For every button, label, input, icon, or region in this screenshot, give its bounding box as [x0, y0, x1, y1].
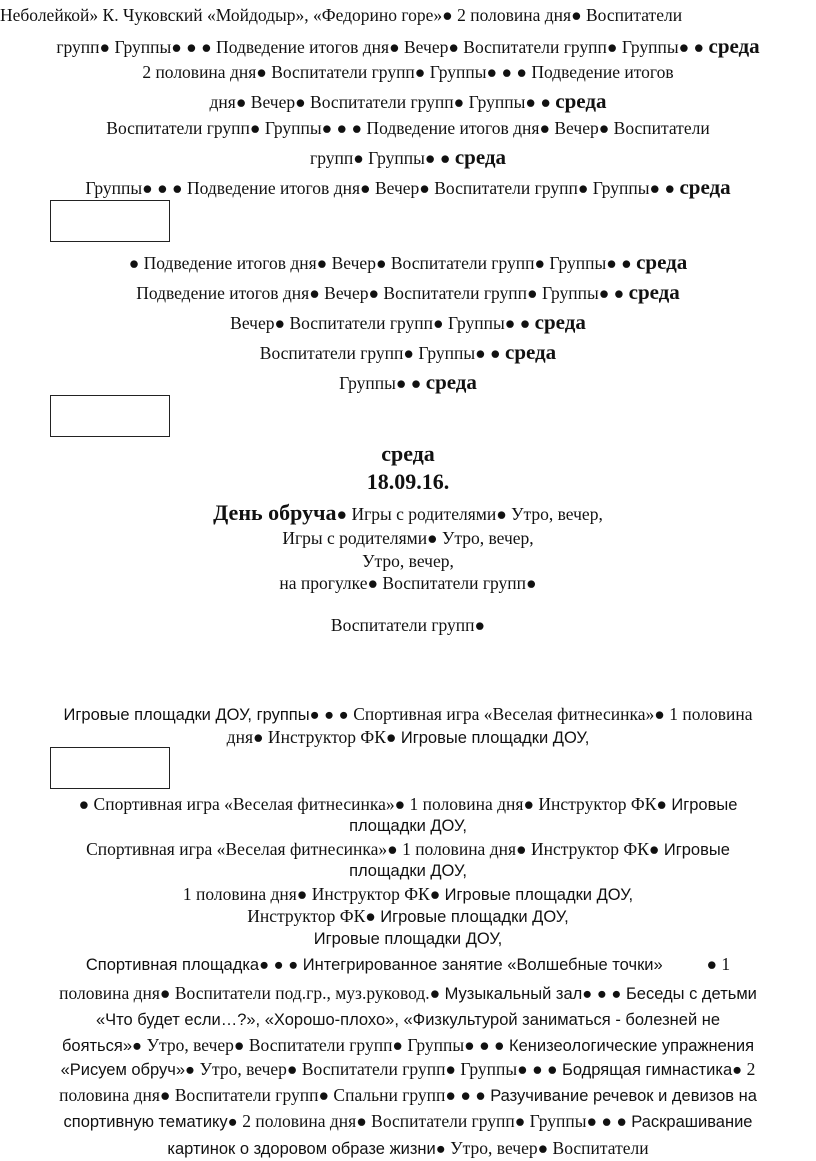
- text-line: Подведение итогов дня● Вечер● Воспитатели групп● Группы● ● среда: [136, 280, 680, 304]
- text-line: Инструктор ФК● Игровые площадки ДОУ,: [247, 906, 569, 926]
- text-line: Воспитатели групп●: [330, 615, 486, 635]
- text-line: картинок о здоровом образе жизни● Утро, вечер● Воспитатели: [167, 1138, 649, 1158]
- text-line: половина дня● Воспитатели групп● Спальни групп● ● ● Разучивание речевок и девизов на: [59, 1085, 757, 1105]
- text-line: спортивную тематику● 2 половина дня● Воспитатели групп● Группы● ● ● Раскрашивание: [63, 1111, 753, 1131]
- day-label: среда: [534, 310, 586, 334]
- day-label: среда: [505, 340, 557, 364]
- text-line: ● Спортивная игра «Веселая фитнесинка»● 1 половина дня● Инструктор ФК● Игровые: [78, 794, 738, 814]
- text-line: площадки ДОУ,: [349, 817, 467, 835]
- text-line: Вечер● Воспитатели групп● Группы● ● среда: [230, 310, 586, 334]
- day-label: среда: [425, 370, 477, 394]
- text-line: Спортивная игра «Веселая фитнесинка»● 1 половина дня● Инструктор ФК● Игровые: [86, 839, 730, 859]
- day-label: среда: [454, 145, 506, 169]
- text-line: бояться»● Утро, вечер● Воспитатели групп● Группы● ● ● Кенизеологические упражнения: [61, 1035, 755, 1055]
- text-line: Игровые площадки ДОУ, группы● ● ● Спортивная игра «Веселая фитнесинка»● 1 половина: [63, 704, 753, 724]
- text-line: площадки ДОУ,: [349, 862, 467, 880]
- text-line: ● Подведение итогов дня● Вечер● Воспитатели групп● Группы● ● среда: [128, 250, 688, 274]
- text-line: Игровые площадки ДОУ,: [313, 930, 503, 948]
- text-line: Игры с родителями● Утро, вечер,: [282, 528, 534, 548]
- text-line: 2 половина дня● Воспитатели групп● Группы● ● ● Подведение итогов: [142, 62, 674, 82]
- day-label: среда: [679, 175, 731, 199]
- event-title: День обруча● Игры с родителями● Утро, вечер,: [213, 500, 603, 525]
- day-label: среда: [628, 280, 680, 304]
- empty-frame: [50, 395, 170, 437]
- text-line: Спортивная площадка● ● ● Интегрированное занятие «Волшебные точки» ● 1: [85, 954, 731, 974]
- text-line: «Рисуем обруч»● Утро, вечер● Воспитатели групп● Группы● ● ● Бодрящая гимнастика● 2: [60, 1059, 756, 1079]
- empty-frame: [50, 747, 170, 789]
- text-line: групп● Группы● ● ● Подведение итогов дня● Вечер● Воспитатели групп● Группы● ● среда: [56, 34, 760, 58]
- text-line: Неболейкой» К. Чуковский «Мойдодыр», «Федорино горе»● 2 половина дня● Воспитатели: [0, 5, 683, 25]
- text-line: Группы● ● среда: [339, 370, 477, 394]
- text-line: 1 половина дня● Инструктор ФК● Игровые площадки ДОУ,: [182, 884, 634, 904]
- day-label: среда: [636, 250, 688, 274]
- text-line: на прогулке● Воспитатели групп●: [279, 573, 537, 593]
- day-heading: среда: [381, 441, 435, 466]
- date-heading: 18.09.16.: [366, 469, 450, 494]
- text-line: Группы● ● ● Подведение итогов дня● Вечер● Воспитатели групп● Группы● ● среда: [85, 175, 731, 199]
- text-line: Утро, вечер,: [362, 551, 454, 571]
- text-line: половина дня● Воспитатели под.гр., муз.руковод.● Музыкальный зал● ● ● Беседы с детьми: [59, 983, 757, 1003]
- empty-frame: [50, 200, 170, 242]
- text-line: «Что будет если…?», «Хорошо-плохо», «Физкультурой заниматься - болезней не: [95, 1011, 721, 1029]
- day-label: среда: [708, 34, 760, 58]
- event-title-bold: День обруча: [213, 500, 337, 525]
- text-line: дня● Инструктор ФК● Игровые площадки ДОУ,: [226, 727, 590, 747]
- text-line: Воспитатели групп● Группы● ● среда: [259, 340, 557, 364]
- day-label: среда: [555, 89, 607, 113]
- text-line: дня● Вечер● Воспитатели групп● Группы● ● среда: [209, 89, 607, 113]
- text-line: групп● Группы● ● среда: [310, 145, 506, 169]
- text-line: Воспитатели групп● Группы● ● ● Подведение итогов дня● Вечер● Воспитатели: [106, 118, 710, 138]
